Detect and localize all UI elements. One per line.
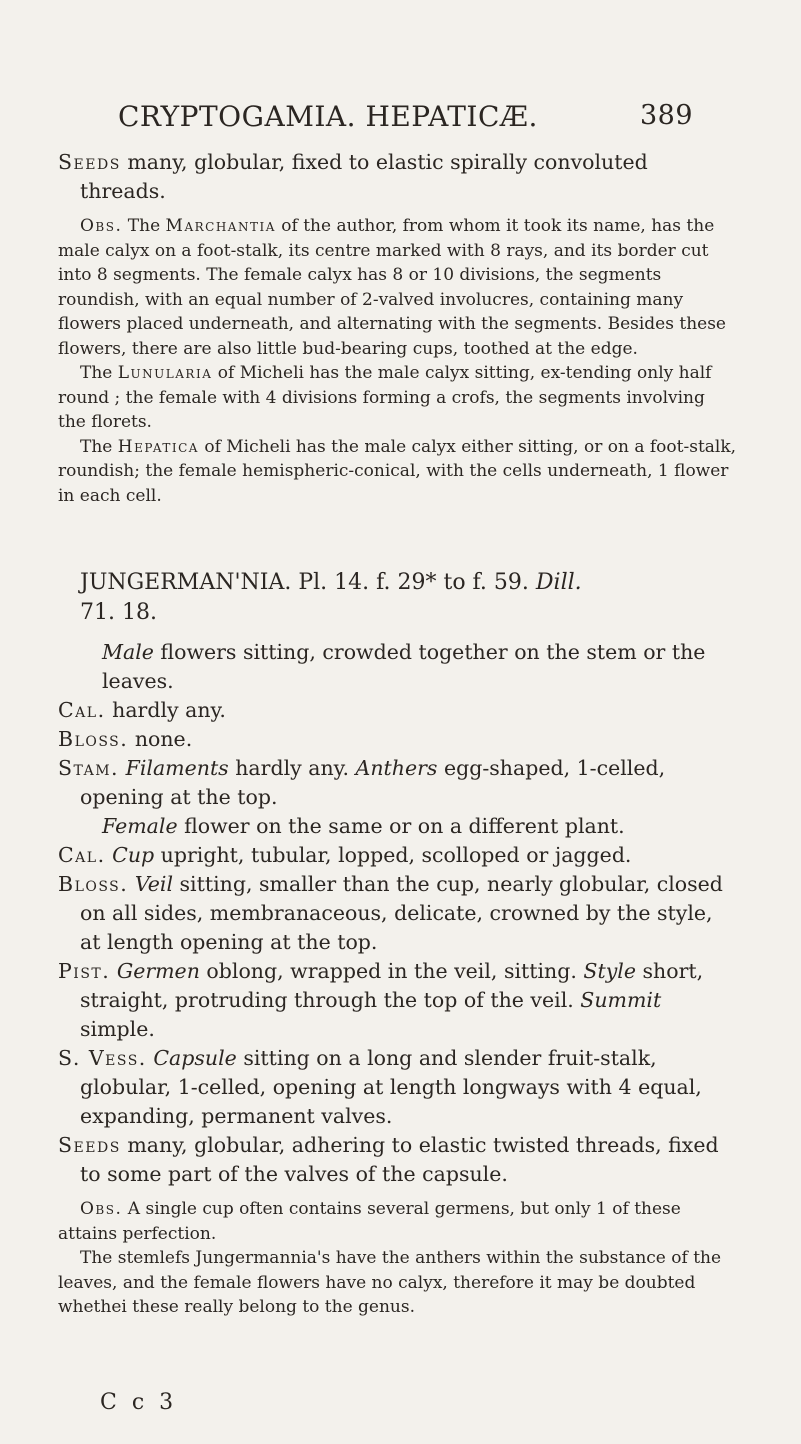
pist-text: oblong, wrapped in the veil, sitting. <box>199 959 584 983</box>
genus-refs-line2 <box>58 598 738 628</box>
male-cal <box>58 696 738 725</box>
female-cal <box>58 841 738 870</box>
male-label: Male <box>102 640 154 664</box>
svess-text: sitting on a long and slender fruit-stalk, globular, 1-celled, opening at length longways with 4 equal, expanding, permanent valves. <box>80 1046 702 1128</box>
seeds-text: many, globular, adhering to elastic twisted threads, fixed to some part of the valves of the capsule. <box>80 1133 719 1186</box>
seeds-label: Seeds <box>58 150 121 174</box>
male-flowers <box>58 638 738 696</box>
cal-text: upright, tubular, lopped, scolloped or jagged. <box>154 843 632 867</box>
obs-marchantia <box>58 214 738 361</box>
stam-text: egg-shaped, 1-celled, opening at the top. <box>80 756 666 809</box>
obs-label: Obs. <box>80 1199 123 1219</box>
page-number: 389 <box>640 100 694 131</box>
genus-name: JUNGERMAN'NIA. <box>80 570 292 595</box>
obs-text: The <box>80 363 118 383</box>
obs-lunularia <box>58 361 738 435</box>
obs-hepatica <box>58 435 738 509</box>
bloss-label: Bloss. <box>58 872 129 896</box>
seeds-text: many, globular, fixed to elastic spirally convoluted threads. <box>80 150 648 203</box>
obs-text: The <box>122 216 166 236</box>
cal-label: Cal. <box>58 698 106 722</box>
female-svess <box>58 1044 738 1131</box>
stam-text: hardly any. <box>228 756 356 780</box>
svess-label: S. Vess. <box>58 1046 147 1070</box>
genus-refs2: 71. 18. <box>80 600 157 625</box>
obs-text: The <box>80 436 118 457</box>
cal-label: Cal. <box>58 843 106 867</box>
pist-label: Pist. <box>58 959 111 983</box>
seeds-paragraph <box>58 148 738 206</box>
top-section <box>58 148 738 508</box>
female-bloss <box>58 870 738 957</box>
germen-term: Germen <box>116 959 200 983</box>
genus-heading <box>58 568 738 598</box>
pist-text: simple. <box>80 1017 155 1041</box>
female-text: flower on the same or on a different plant. <box>177 814 625 838</box>
capsule-term: Capsule <box>153 1046 237 1070</box>
obs-note <box>58 1197 738 1246</box>
female-seeds <box>58 1131 738 1189</box>
obs-text: of Micheli has the male calyx either sitting, or on a foot-stalk, roundish; the female hemispheric-conical, with the cells underneath, 1 flower in each cell. <box>58 436 737 506</box>
summit-term: Summit <box>580 988 662 1012</box>
header-title: CRYPTOGAMIA. HEPATICÆ. <box>118 100 538 133</box>
genus-hepatica: Hepatica <box>117 436 199 457</box>
female-pist <box>58 957 738 1044</box>
pist-text: short, straight, protruding through the top of the veil. <box>80 959 704 1012</box>
obs-label: Obs. <box>80 216 123 236</box>
veil-term: Veil <box>134 872 173 896</box>
bloss-text: sitting, smaller than the cup, nearly globular, closed on all sides, membranaceous, delicate, crowned by the style, at length opening at the top. <box>80 872 723 954</box>
genus-marchantia: Marchantia <box>165 216 276 236</box>
bloss-text: none. <box>128 727 193 751</box>
male-text: flowers sitting, crowded together on the stem or the leaves. <box>102 640 706 693</box>
obs-text: A single cup often contains several germens, but only 1 of these attains perfection. <box>58 1199 681 1244</box>
seeds-label: Seeds <box>58 1133 121 1157</box>
filaments-term: Filaments <box>125 756 229 780</box>
signature-mark: C c 3 <box>100 1390 178 1415</box>
obs-text: The stemlefs Jungermannia's have the anthers within the substance of the leaves, and the female flowers have no calyx, therefore it may be doubted whethei these really belong to the genus. <box>58 1248 722 1317</box>
male-bloss <box>58 725 738 754</box>
cal-text: hardly any. <box>105 698 226 722</box>
female-label: Female <box>102 814 178 838</box>
jungermannia-section <box>58 568 738 1320</box>
obs-text: of Micheli has the male calyx sitting, ex-tending only half round ; the female with 4 divisions forming a crofs, the segments involving the florets. <box>58 363 712 432</box>
anthers-term: Anthers <box>355 756 438 780</box>
genus-lunularia: Lunularia <box>117 363 213 383</box>
female-flower <box>58 812 738 841</box>
stam-label: Stam. <box>58 756 120 780</box>
running-header <box>118 100 718 133</box>
cup-term: Cup <box>112 843 155 867</box>
bloss-label: Bloss. <box>58 727 129 751</box>
style-term: Style <box>583 959 636 983</box>
obs-note-2 <box>58 1246 738 1320</box>
obs-text: of the author, from whom it took its name, has the male calyx on a foot-stalk, its centre marked with 8 rays, and its border cut into 8 segments. The female calyx has 8 or 10 divisions, the segments roundish, with an equal number of 2-valved involucres, containing many flowers placed underneath, and alternating with the segments. Besides these flowers, there are also little bud-bearing cups, toothed at the edge. <box>58 216 726 359</box>
genus-dill: Dill. <box>535 570 582 595</box>
male-stam <box>58 754 738 812</box>
genus-refs: Pl. 14. f. 29* to f. 59. <box>291 570 536 595</box>
